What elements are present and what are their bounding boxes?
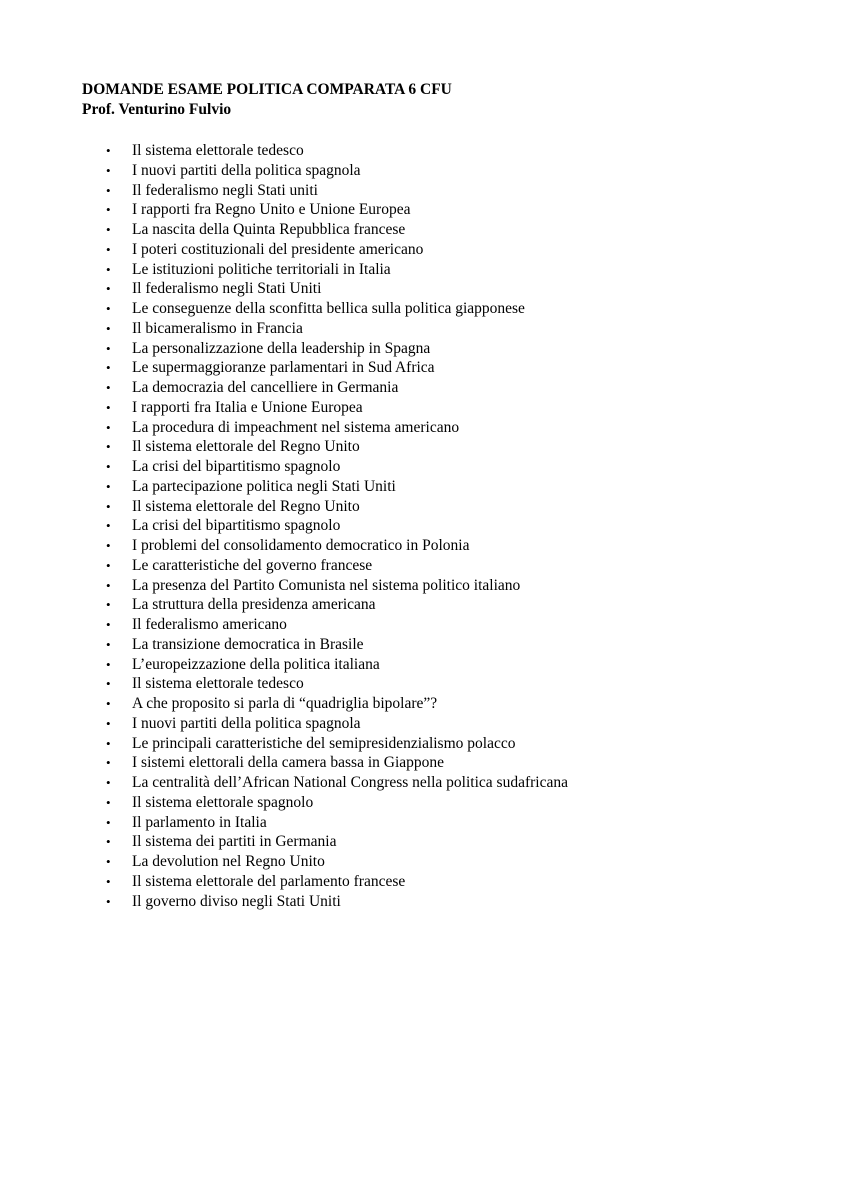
bullet-icon: • xyxy=(106,380,111,395)
bullet-icon: • xyxy=(106,241,111,257)
question-text: I nuovi partiti della politica spagnola xyxy=(132,161,361,179)
question-text: La presenza del Partito Comunista nel sistema politico italiano xyxy=(132,576,521,594)
bullet-icon: • xyxy=(106,854,111,869)
question-text: I rapporti fra Italia e Unione Europea xyxy=(132,398,363,416)
question-text: La partecipazione politica negli Stati Uniti xyxy=(132,477,396,495)
bullet-icon: • xyxy=(106,439,111,455)
bullet-icon: • xyxy=(106,715,111,731)
bullet-icon: • xyxy=(106,735,111,751)
document-header xyxy=(82,80,452,120)
question-text: Il sistema elettorale tedesco xyxy=(132,142,304,159)
bullet-icon: • xyxy=(106,814,111,830)
bullet-icon: • xyxy=(106,478,111,494)
question-text: Il parlamento in Italia xyxy=(132,813,267,831)
question-text: La nascita della Quinta Repubblica francese xyxy=(132,221,406,238)
bullet-icon: • xyxy=(106,597,111,613)
question-text: La crisi del bipartitismo spagnolo xyxy=(132,517,341,535)
bullet-icon: • xyxy=(106,755,111,771)
bullet-icon: • xyxy=(106,320,111,336)
bullet-icon: • xyxy=(106,656,111,672)
bullet-icon: • xyxy=(106,893,111,909)
question-text: Il sistema elettorale spagnolo xyxy=(132,793,314,811)
bullet-icon: • xyxy=(106,577,111,593)
question-text: Le principali caratteristiche del semipresidenzialismo polacco xyxy=(132,734,516,752)
bullet-icon: • xyxy=(106,281,111,297)
bullet-icon: • xyxy=(106,518,111,534)
question-text: Il federalismo americano xyxy=(132,616,287,633)
question-text: Le caratteristiche del governo francese xyxy=(132,556,373,574)
question-text: I sistemi elettorali della camera bassa in Giappone xyxy=(132,754,445,772)
question-text: Le supermaggioranze parlamentari in Sud Africa xyxy=(132,359,435,377)
bullet-icon: • xyxy=(106,794,111,810)
bullet-icon: • xyxy=(106,261,111,277)
question-text: Il sistema dei partiti in Germania xyxy=(132,833,337,851)
bullet-icon: • xyxy=(106,834,111,850)
bullet-icon: • xyxy=(106,775,111,790)
document-title: DOMANDE ESAME POLITICA COMPARATA 6 CFU xyxy=(82,81,452,98)
bullet-icon: • xyxy=(106,399,111,415)
question-text: La procedura di impeachment nel sistema americano xyxy=(132,418,460,436)
question-text: Il sistema elettorale del Regno Unito xyxy=(132,438,360,456)
bullet-icon: • xyxy=(106,143,111,158)
question-text: L’europeizzazione della politica italiana xyxy=(132,655,380,673)
question-text: Il federalismo negli Stati uniti xyxy=(132,181,318,199)
question-text: Le conseguenze della sconfitta bellica sulla politica giapponese xyxy=(132,300,525,317)
bullet-icon: • xyxy=(106,340,111,356)
bullet-icon: • xyxy=(106,222,111,237)
bullet-icon: • xyxy=(106,202,111,218)
bullet-icon: • xyxy=(106,360,111,376)
question-text: La crisi del bipartitismo spagnolo xyxy=(132,458,341,475)
question-text: La transizione democratica in Brasile xyxy=(132,635,364,653)
question-text: La devolution nel Regno Unito xyxy=(132,853,325,870)
bullet-icon: • xyxy=(106,676,111,692)
bullet-icon: • xyxy=(106,459,111,474)
bullet-icon: • xyxy=(106,182,111,198)
question-text: La struttura della presidenza americana xyxy=(132,596,376,614)
question-text: La personalizzazione della leadership in Spagna xyxy=(132,339,431,357)
professor-name: Prof. Venturino Fulvio xyxy=(82,101,232,118)
question-text: Il sistema elettorale del parlamento francese xyxy=(132,872,406,890)
question-text: Le istituzioni politiche territoriali in Italia xyxy=(132,260,391,278)
question-text: I nuovi partiti della politica spagnola xyxy=(132,714,361,732)
bullet-icon: • xyxy=(106,557,111,573)
bullet-icon: • xyxy=(106,617,111,632)
question-text: La democrazia del cancelliere in Germania xyxy=(132,379,399,396)
bullet-icon: • xyxy=(106,419,111,435)
question-text: Il sistema elettorale del Regno Unito xyxy=(132,497,360,515)
question-text: A che proposito si parla di “quadriglia bipolare”? xyxy=(132,695,438,712)
bullet-icon: • xyxy=(106,538,111,553)
question-text: Il governo diviso negli Stati Uniti xyxy=(132,892,341,910)
bullet-icon: • xyxy=(106,498,111,514)
question-text: Il sistema elettorale tedesco xyxy=(132,675,304,693)
question-text: La centralità dell’African National Congress nella politica sudafricana xyxy=(132,774,568,791)
question-text: Il federalismo negli Stati Uniti xyxy=(132,280,322,298)
question-text: I poteri costituzionali del presidente americano xyxy=(132,240,424,258)
bullet-icon: • xyxy=(106,696,111,711)
question-text: Il bicameralismo in Francia xyxy=(132,319,303,337)
bullet-icon: • xyxy=(106,162,111,178)
bullet-icon: • xyxy=(106,636,111,652)
bullet-icon: • xyxy=(106,873,111,889)
bullet-icon: • xyxy=(106,301,111,316)
question-text: I rapporti fra Regno Unito e Unione Europea xyxy=(132,201,411,219)
question-text: I problemi del consolidamento democratico in Polonia xyxy=(132,537,470,554)
